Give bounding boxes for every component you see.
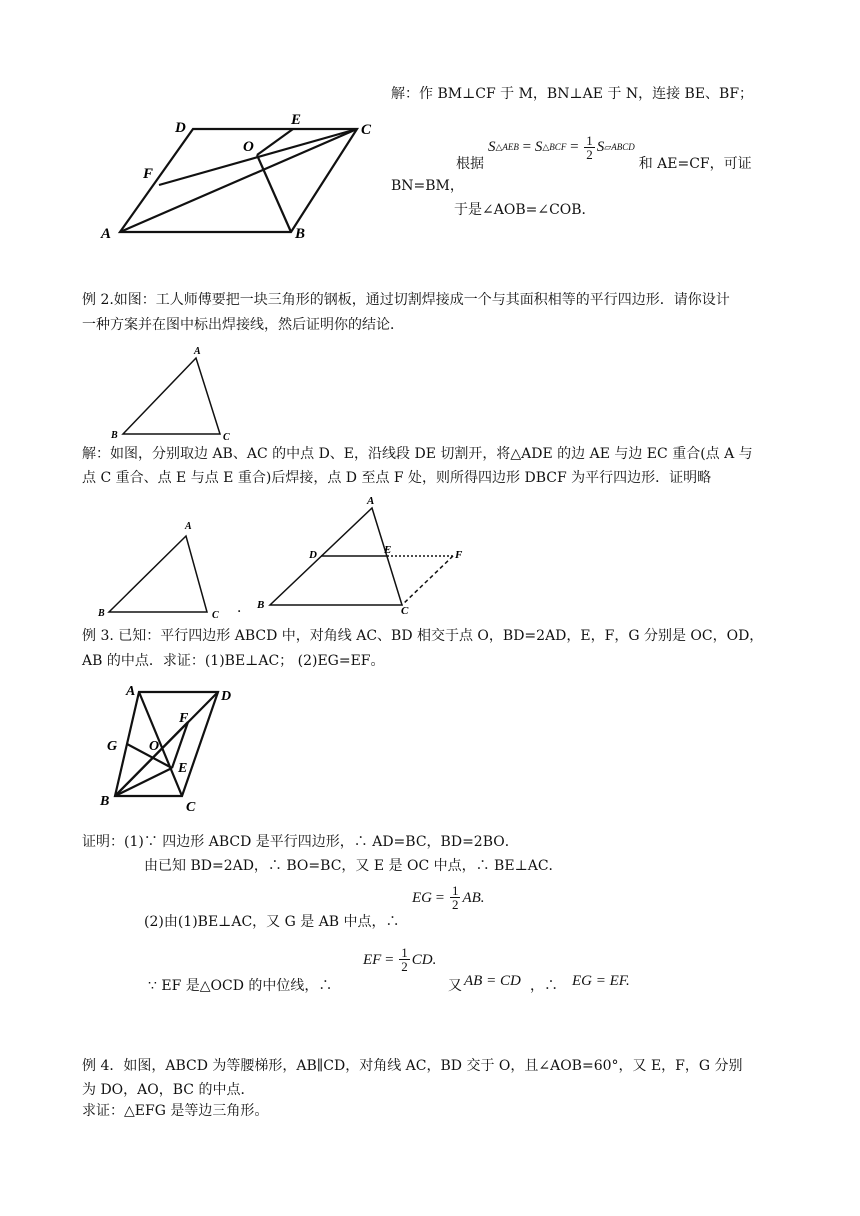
ex3-proof-line1: 证明：(1)∵ 四边形 ABCD 是平行四边形，∴ AD=BC，BD=2BO． (82, 834, 519, 850)
label-F: F (143, 166, 154, 182)
ex2-problem-line2: 一种方案并在图中标出焊接线，然后证明你的结论． (82, 317, 404, 333)
ex1-half-fraction: $\frac{1}{2}$ (586, 132, 593, 162)
label-E: E (291, 112, 302, 128)
ex2-cut-weld-figure (250, 490, 480, 615)
ex3-formula-ab-cd: AB = CD (464, 973, 521, 989)
label-A: A (101, 226, 112, 242)
ex2-solution-line2: 点 C 重合、点 E 与点 E 重合)后焊接，点 D 至点 F 处，则所得四边形 DBCF 为平行四边形．证明略 (82, 470, 712, 486)
label-A: A (126, 684, 136, 699)
ex2-solution-line1: 解：如图，分别取边 AB、AC 的中点 D、E，沿线段 DE 切割开，将△ADE 的边 AE 与边 EC 重合(点 A 与 (82, 446, 753, 462)
ex3-parallelogram-figure (100, 680, 250, 820)
label-E: E (384, 544, 392, 556)
ex3-proof-line4: ∵ EF 是△OCD 的中位线，∴ (148, 978, 333, 994)
label-B: B (100, 794, 110, 809)
label-B: B (111, 430, 118, 441)
ex1-basis-line (456, 134, 752, 174)
label-A: A (194, 346, 201, 357)
label-D: D (221, 689, 232, 704)
label-D: D (175, 120, 186, 136)
ex3-formula-eg: EG = $\frac{1}{2}$ AB. (412, 883, 485, 912)
ex2-triangle-figure-copy (95, 520, 235, 620)
label-D: D (309, 549, 317, 561)
ex2-separator: ． (237, 600, 251, 616)
ex3-eg-fraction: $\frac{1}{2}$ (451, 883, 459, 912)
ex3-problem-line1: 例 3. 已知：平行四边形 ABCD 中，对角线 AC、BD 相交于点 O，BD=2AD，E，F，G 分别是 OC，OD， (82, 628, 764, 644)
label-B: B (98, 608, 105, 619)
ex1-formula-tail: 和 AE=CF，可证 (638, 156, 752, 172)
ex1-line4: 于是∠AOB=∠COB． (454, 202, 596, 218)
ex3-ef-fraction: $\frac{1}{2}$ (401, 945, 408, 974)
ex1-area-formula: S △AEB = S △BCF = $\frac{1}{2}$ S ▱ABCD (488, 132, 635, 162)
label-A: A (367, 495, 375, 507)
ex1-parallelogram-figure (95, 100, 385, 250)
ex3-formula-final: EG = EF. (572, 973, 630, 989)
label-C: C (361, 122, 372, 138)
ex1-solution-line1: 解：作 BM⊥CF 于 M，BN⊥AE 于 N，连接 BE、BF； (391, 86, 754, 102)
ex1-line3: BN=BM， (391, 178, 464, 194)
label-F: F (179, 711, 189, 726)
ex3-proof-line3: (2)由(1)BE⊥AC，又 G 是 AB 中点，∴ (144, 914, 400, 930)
ex3-problem-line2: AB 的中点．求证：(1)BE⊥AC； (2)EG=EF。 (82, 653, 385, 669)
label-C: C (186, 800, 196, 815)
ex2-triangle-figure (110, 345, 250, 445)
ex2-problem-line1: 例 2.如图：工人师傅要把一块三角形的钢板，通过切割焊接成一个与其面积相等的平行四边形．请你设计 (82, 292, 730, 308)
ex4-line3: 求证：△EFG 是等边三角形。 (82, 1103, 269, 1119)
label-G: G (107, 739, 118, 754)
label-O: O (243, 139, 254, 155)
label-O: O (149, 739, 160, 754)
label-C: C (212, 610, 219, 621)
ex3-again: 又 (448, 978, 462, 994)
ex1-basis-label: 根据 (456, 156, 484, 172)
ex3-formula-ef: EF = $\frac{1}{2}$ CD. (363, 945, 437, 974)
label-C: C (223, 432, 230, 443)
label-F: F (455, 549, 463, 561)
ex3-proof-line2: 由已知 BD=2AD，∴ BO=BC，又 E 是 OC 中点，∴ BE⊥AC． (144, 858, 563, 874)
ex3-comma-therefore: ，∴ (530, 978, 558, 994)
ex4-line1: 例 4．如图，ABCD 为等腰梯形，AB∥CD，对角线 AC，BD 交于 O，且∠AOB=60°，又 E，F，G 分别 (82, 1058, 743, 1074)
label-A: A (185, 521, 192, 532)
ex4-line2: 为 DO，AO，BC 的中点． (82, 1082, 255, 1098)
label-C: C (401, 605, 409, 617)
label-B: B (295, 226, 306, 242)
label-E: E (178, 761, 188, 776)
label-B: B (257, 599, 265, 611)
